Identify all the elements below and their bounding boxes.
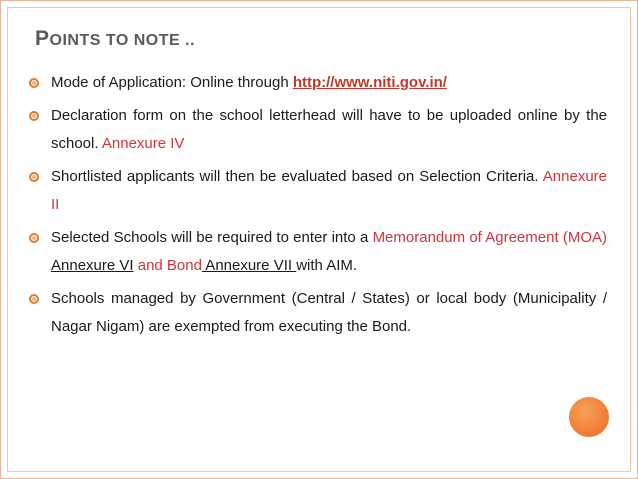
bullet-circle-icon: [29, 111, 39, 121]
bond-label: and Bond: [133, 257, 202, 274]
bullet-circle-icon: [29, 294, 39, 304]
bullet-text: Schools managed by Government (Central / States) or local body (Municipality / Nagar Nigam) are exempted from executing the Bond.: [51, 290, 607, 335]
bullet-text: Shortlisted applicants will then be evaluated based on Selection Criteria.: [51, 168, 543, 185]
moa-label: Memorandum of Agreement (MOA): [372, 229, 607, 246]
title-suffix: ..: [180, 32, 196, 49]
title-first-letter: P: [35, 27, 50, 50]
bullet-text-end: with AIM.: [296, 257, 358, 274]
bullet-government-schools: [29, 285, 607, 341]
bullet-text: Selected Schools will be required to enter into a: [51, 229, 373, 246]
bullet-circle-icon: [29, 78, 39, 88]
annexure-ii-label: Annexure II: [51, 168, 607, 213]
bullet-application-mode: [29, 69, 607, 97]
bullet-list: [29, 69, 607, 346]
title-rest: OINTS TO NOTE: [49, 32, 181, 49]
annexure-vii-link[interactable]: Annexure VII: [201, 257, 297, 274]
niti-link[interactable]: http://www.niti.gov.in/: [292, 74, 447, 91]
bullet-circle-icon: [29, 172, 39, 182]
annexure-iv-label: Annexure IV: [101, 135, 185, 152]
decorative-circle-icon: [569, 397, 609, 437]
bullet-declaration-form: [29, 102, 607, 158]
bullet-shortlisted: [29, 163, 607, 219]
slide-title: [35, 27, 195, 51]
bullet-text: Mode of Application: Online through: [51, 74, 293, 91]
annexure-vi-link[interactable]: Annexure VI: [51, 257, 134, 274]
bullet-selected-schools: [29, 224, 607, 280]
bullet-circle-icon: [29, 233, 39, 243]
bullet-text: Declaration form on the school letterhead will have to be uploaded online by the school.: [51, 107, 607, 152]
